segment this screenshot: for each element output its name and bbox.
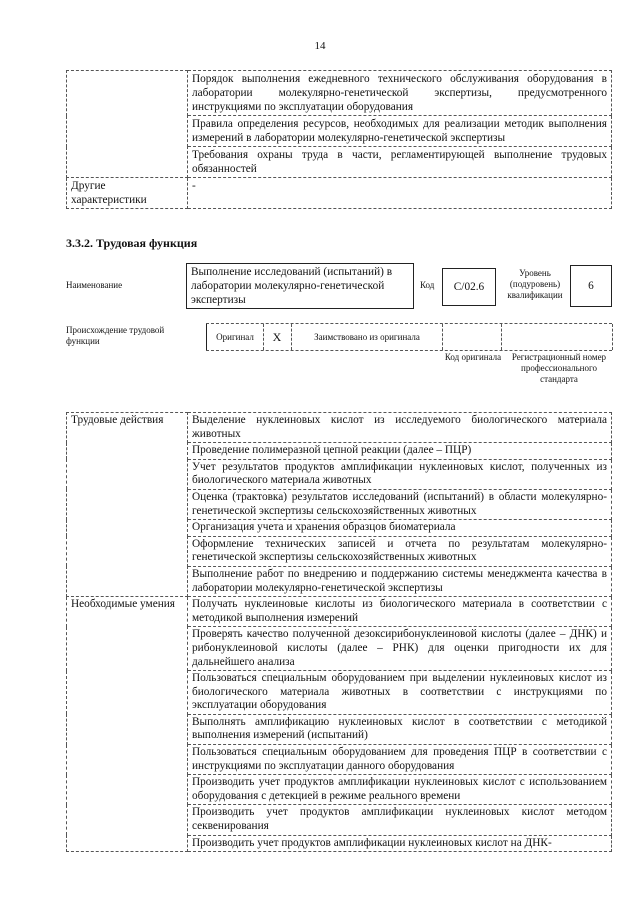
code-value-box: C/02.6 — [442, 268, 496, 306]
labor-action-item: Проведение полимеразной цепной реакции (далее – ПЦР) — [188, 443, 612, 460]
row-label-other: Другие характеристики — [67, 178, 188, 209]
skill-item: Пользоваться специальным оборудованием для проведения ПЦР в соответствии с инструкциями по эксплуатации данного оборудования — [188, 745, 612, 775]
table-row — [67, 178, 612, 209]
skill-item: Производить учет продуктов амплификации нуклеиновых кислот методом секвенирования — [188, 805, 612, 835]
knowledge-item: Правила определения ресурсов, необходимых для реализации методик выполнения измерений в лаборатории молекулярно-генетической экспертизы — [188, 116, 612, 147]
level-label: Уровень (подуровень) квалификации — [507, 268, 563, 300]
table-row — [67, 71, 612, 116]
knowledge-table — [66, 70, 612, 209]
origin-row — [206, 323, 612, 351]
code-label: Код — [420, 280, 435, 290]
original-label: Оригинал — [206, 324, 264, 350]
skill-item: Получать нуклеиновые кислоты из биологического материала в соответствии с методикой выполнения измерений — [188, 597, 612, 627]
other-characteristics-value: - — [188, 178, 612, 209]
code-original-caption: Код оригинала — [444, 352, 502, 362]
skill-item: Производить учет продуктов амплификации нуклеиновых кислот на ДНК- — [188, 835, 612, 852]
section-label-actions: Трудовые действия — [67, 413, 188, 597]
origin-label: Происхождение трудовой функции — [66, 325, 165, 346]
reg-number-caption: Регистрационный номер профессионального стандарта — [511, 352, 607, 384]
reg-number-cell — [502, 324, 613, 350]
knowledge-item: Требования охраны труда в части, регламентирующей выполнение трудовых обязанностей — [188, 147, 612, 178]
labor-action-item: Организация учета и хранения образцов биоматериала — [188, 520, 612, 537]
skill-item: Производить учет продуктов амплификации нуклеиновых кислот с использованием оборудования с детекцией в режиме реального времени — [188, 775, 612, 805]
knowledge-item: Порядок выполнения ежедневного технического обслуживания оборудования в лаборатории молекулярно-генетической экспертизы, предусмотренного инструкциями по эксплуатации оборудования — [188, 71, 612, 116]
labor-action-item: Выполнение работ по внедрению и поддержанию системы менеджмента качества в лаборатории молекулярно-генетической экспертизы — [188, 566, 612, 596]
skill-item: Выполнять амплификацию нуклеиновых кислот в соответствии с методикой выполнения измерений (испытаний) — [188, 714, 612, 744]
borrowed-label: Заимствовано из оригинала — [292, 324, 443, 350]
labor-function-table — [66, 412, 612, 852]
table-row — [67, 597, 612, 627]
code-original-cell — [443, 324, 502, 350]
section-heading: 3.3.2. Трудовая функция — [66, 236, 198, 250]
labor-action-item: Оформление технических записей и отчета по результатам молекулярно-генетической экспертизы сельскохозяйственных животных — [188, 536, 612, 566]
name-label: Наименование — [66, 280, 123, 290]
labor-action-item: Выделение нуклеиновых кислот из исследуемого биологического материала животных — [188, 413, 612, 443]
row-label — [67, 71, 188, 178]
original-mark: X — [263, 324, 292, 350]
labor-action-item: Оценка (трактовка) результатов исследований (испытаний) в области молекулярно-генетической экспертизы сельскохозяйственных животных — [188, 489, 612, 519]
level-value-box: 6 — [570, 265, 612, 307]
labor-action-item: Учет результатов продуктов амплификации нуклеиновых кислот, полученных из биологического материала животных — [188, 459, 612, 489]
section-label-skills: Необходимые умения — [67, 597, 188, 852]
page-number: 14 — [314, 40, 326, 52]
skill-item: Проверять качество полученной дезоксирибонуклеиновой кислоты (далее – ДНК) и рибонуклеиновой кислоты (далее – РНК) для оценки пригодности их для дальнейшего анализа — [188, 627, 612, 671]
function-name-box: Выполнение исследований (испытаний) в лаборатории молекулярно-генетической экспертизы — [186, 263, 414, 309]
table-row — [67, 413, 612, 443]
skill-item: Пользоваться специальным оборудованием при выделении нуклеиновых кислот из биологического материала животных в соответствии с инструкциями по эксплуатации оборудования — [188, 671, 612, 715]
